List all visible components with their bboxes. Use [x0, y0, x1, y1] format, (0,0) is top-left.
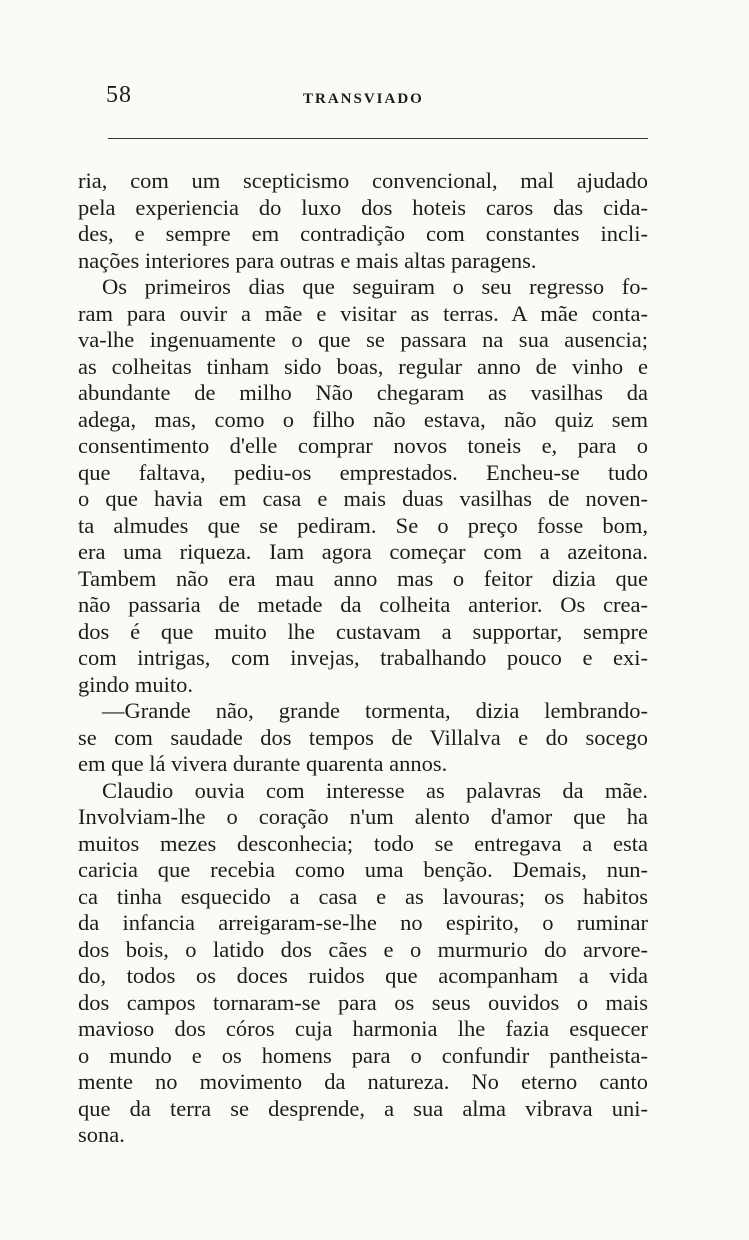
text-line: dos campos tornaram-se para os seus ouvidos o mais [78, 989, 648, 1015]
text-line: com intrigas, com invejas, trabalhando pouco e exi- [78, 645, 648, 670]
text-line: pela experiencia do luxo dos hoteis caros das cida- [78, 194, 648, 220]
text-line: Tambem não era mau anno mas o feitor dizia que [78, 565, 648, 591]
text-line: muitos mezes desconhecia; todo se entregava a esta [78, 830, 648, 856]
text-line: era uma riqueza. Iam agora começar com a azeitona. [78, 539, 648, 564]
text-line: do, todos os doces ruidos que acompanham a vida [78, 963, 648, 988]
page-header [0, 82, 749, 122]
text-line: caricia que recebia como uma benção. Demais, nun- [78, 857, 648, 882]
text-line: ta almudes que se pediram. Se o preço fosse bom, [78, 512, 648, 538]
text-line: mente no movimento da natureza. No eterno canto [78, 1069, 648, 1094]
text-line: ria, com um scepticismo convencional, mal ajudado [78, 168, 648, 193]
text-line: Os primeiros dias que seguiram o seu regresso fo- [102, 274, 648, 299]
text-line: sona. [78, 1122, 125, 1147]
text-line: não passaria de metade da colheita anterior. Os crea- [78, 592, 648, 617]
text-line: adega, mas, como o filho não estava, não quiz sem [78, 406, 648, 432]
text-line: mavioso dos córos cuja harmonia lhe fazia esquecer [78, 1016, 648, 1041]
text-line: dos bois, o latido dos cães e o murmurio do arvore- [78, 936, 648, 962]
text-line: abundante de milho Não chegaram as vasilhas da [78, 380, 648, 405]
text-line: gindo muito. [78, 671, 194, 697]
text-line: va-lhe ingenuamente o que se passara na sua ausencia; [78, 327, 648, 352]
text-line: se com saudade dos tempos de Villalva e do socego [78, 724, 648, 750]
text-line: que da terra se desprende, a sua alma vibrava uni- [78, 1095, 648, 1121]
text-line: nações interiores para outras e mais altas paragens. [78, 247, 537, 273]
text-line: ram para ouvir a mãe e visitar as terras. A mãe conta- [78, 300, 648, 326]
page-number: 58 [106, 82, 132, 108]
body-text [78, 168, 648, 1149]
text-line: des, e sempre em contradição com constantes incli- [78, 221, 648, 246]
running-title: TRANSVIADO [303, 91, 424, 107]
text-line: as colheitas tinham sido boas, regular anno de vinho e [78, 353, 648, 379]
text-line: Claudio ouvia com interesse as palavras da mãe. [102, 777, 648, 803]
text-line: o que havia em casa e mais duas vasilhas de noven- [78, 486, 648, 511]
text-line: Involviam-lhe o coração n'um alento d'amor que ha [78, 804, 648, 829]
text-line: que faltava, pediu-os emprestados. Encheu-se tudo [78, 459, 648, 485]
text-line: —Grande não, grande tormenta, dizia lembrando- [102, 698, 648, 723]
text-line: dos é que muito lhe custavam a supportar, sempre [78, 618, 648, 644]
text-line: o mundo e os homens para o confundir pantheista- [78, 1042, 648, 1068]
text-line: consentimento d'elle comprar novos toneis e, para o [78, 433, 648, 458]
text-line: em que lá vivera durante quarenta annos. [78, 751, 448, 776]
text-line: da infancia arreigaram-se-lhe no espirito, o ruminar [78, 910, 648, 935]
header-rule [108, 138, 648, 139]
text-line: ca tinha esquecido a casa e as lavouras; os habitos [78, 883, 648, 909]
